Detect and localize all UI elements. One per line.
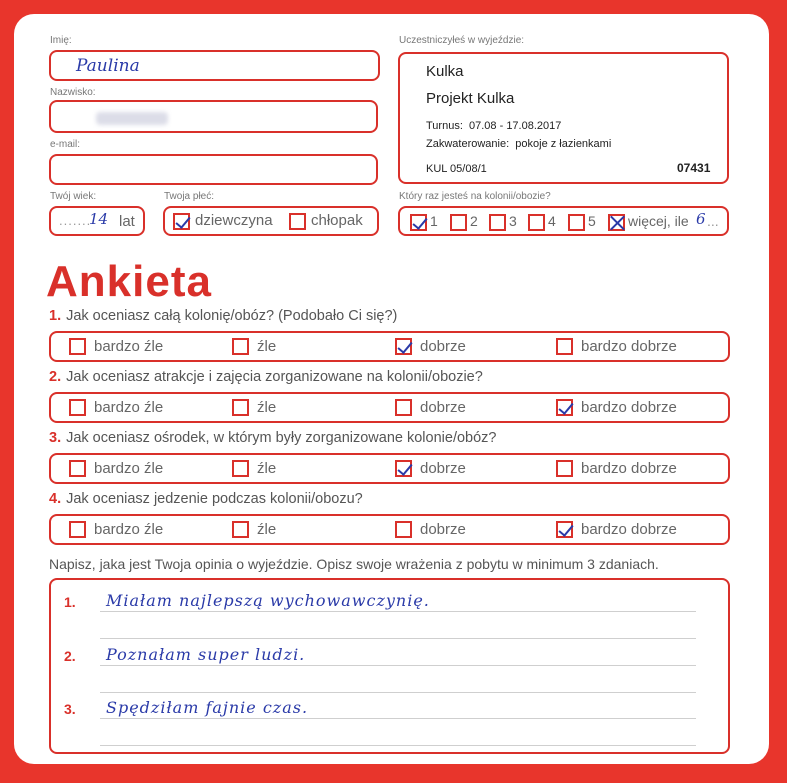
age-label: Twój wiek: — [50, 191, 97, 202]
question-1-text: 1. Jak oceniasz całą kolonię/obóz? (Podobało Ci się?) — [49, 308, 398, 324]
trip-accommodation: Zakwaterowanie: pokoje z łazienkami — [426, 138, 612, 150]
writing-line — [100, 718, 696, 719]
age-unit: lat — [119, 213, 135, 230]
question-3-options — [49, 453, 730, 484]
opinion-line-number: 2. — [64, 648, 76, 664]
visit-option-3[interactable]: 3 — [489, 213, 517, 231]
rating-checkbox[interactable] — [395, 460, 412, 477]
gender-option-boy[interactable]: chłopak — [289, 212, 363, 230]
gender-option-girl[interactable]: dziewczyna — [173, 212, 273, 230]
first-name-value: Paulina — [76, 56, 140, 76]
writing-line — [100, 745, 696, 746]
visit-option-5[interactable]: 5 — [568, 213, 596, 231]
question-4-options — [49, 514, 730, 545]
opinion-line-number: 1. — [64, 594, 76, 610]
page-title: Ankieta — [46, 257, 212, 306]
question-4-option-bardzo-dobrze[interactable]: bardzo dobrze — [556, 516, 677, 543]
age-dots: ....... — [59, 213, 92, 228]
trip-code: KUL 05/08/1 — [426, 163, 487, 175]
visit-count-label: Który raz jesteś na kolonii/obozie? — [399, 191, 551, 202]
last-name-label: Nazwisko: — [50, 87, 96, 98]
opinion-prompt: Napisz, jaka jest Twoja opinia o wyjeździe. Opisz swoje wrażenia z pobytu w minimum 3 zdaniach. — [49, 556, 659, 572]
question-2-option-bardzo-dobrze[interactable]: bardzo dobrze — [556, 394, 677, 421]
gender-field — [163, 206, 379, 236]
rating-checkbox[interactable] — [556, 338, 573, 355]
question-2-options — [49, 392, 730, 423]
writing-line — [100, 692, 696, 693]
rating-checkbox[interactable] — [69, 460, 86, 477]
writing-line — [100, 611, 696, 612]
question-4-option-źle[interactable]: źle — [232, 516, 276, 543]
participant-label: Uczestniczyłeś w wyjeździe: — [399, 35, 525, 46]
question-4-option-bardzo-źle[interactable]: bardzo źle — [69, 516, 163, 543]
visit-option-2[interactable]: 2 — [450, 213, 478, 231]
question-2-option-bardzo-źle[interactable]: bardzo źle — [69, 394, 163, 421]
question-3-option-źle[interactable]: źle — [232, 455, 276, 482]
trip-number: 07431 — [677, 161, 711, 175]
question-2-option-źle[interactable]: źle — [232, 394, 276, 421]
gender-checkbox-girl[interactable] — [173, 213, 190, 230]
writing-line — [100, 665, 696, 666]
question-3-option-dobrze[interactable]: dobrze — [395, 455, 466, 482]
rating-checkbox[interactable] — [395, 338, 412, 355]
question-3-option-bardzo-źle[interactable]: bardzo źle — [69, 455, 163, 482]
question-1-option-źle[interactable]: źle — [232, 333, 276, 360]
visit-option-1[interactable]: 1 — [410, 213, 438, 231]
question-1-option-bardzo-dobrze[interactable]: bardzo dobrze — [556, 333, 677, 360]
question-4-option-dobrze[interactable]: dobrze — [395, 516, 466, 543]
question-1-option-dobrze[interactable]: dobrze — [395, 333, 466, 360]
rating-checkbox[interactable] — [395, 399, 412, 416]
trip-project: Projekt Kulka — [426, 90, 515, 107]
visit-option-4[interactable]: 4 — [528, 213, 556, 231]
age-field[interactable] — [49, 206, 145, 236]
question-1-option-bardzo-źle[interactable]: bardzo źle — [69, 333, 163, 360]
question-3-text: 3. Jak oceniasz ośrodek, w którym były zorganizowane kolonie/obóz? — [49, 430, 497, 446]
gender-checkbox-boy[interactable] — [289, 213, 306, 230]
trip-turnus: Turnus: 07.08 - 17.08.2017 — [426, 120, 562, 132]
opinion-line-number: 3. — [64, 701, 76, 717]
first-name-label: Imię: — [50, 35, 72, 46]
age-value: 14 — [89, 210, 109, 228]
rating-checkbox[interactable] — [556, 521, 573, 538]
question-2-text: 2. Jak oceniasz atrakcje i zajęcia zorganizowane na kolonii/obozie? — [49, 369, 483, 385]
opinion-answer-1: Miałam najlepszą wychowawczynię. — [106, 591, 430, 610]
trip-name: Kulka — [426, 63, 464, 80]
question-2-option-dobrze[interactable]: dobrze — [395, 394, 466, 421]
first-name-field[interactable] — [49, 50, 380, 81]
email-field[interactable] — [49, 154, 378, 185]
opinion-answer-2: Poznałam super ludzi. — [106, 645, 306, 664]
rating-checkbox[interactable] — [232, 460, 249, 477]
gender-label: Twoja płeć: — [164, 191, 215, 202]
visit-more-value: 6 — [696, 210, 706, 228]
visit-count-field: 1 2 3 4 5 więcej, ile 6 ... — [398, 206, 729, 236]
last-name-field[interactable] — [49, 100, 378, 133]
question-4-text: 4. Jak oceniasz jedzenie podczas kolonii/obozu? — [49, 491, 363, 507]
email-label: e-mail: — [50, 139, 81, 150]
rating-checkbox[interactable] — [556, 399, 573, 416]
question-3-option-bardzo-dobrze[interactable]: bardzo dobrze — [556, 455, 677, 482]
redacted-surname — [96, 112, 168, 125]
rating-checkbox[interactable] — [69, 399, 86, 416]
rating-checkbox[interactable] — [232, 338, 249, 355]
rating-checkbox[interactable] — [69, 521, 86, 538]
visit-option-more[interactable]: więcej, ile — [608, 213, 689, 231]
writing-line — [100, 638, 696, 639]
rating-checkbox[interactable] — [232, 399, 249, 416]
opinion-answer-3: Spędziłam fajnie czas. — [106, 698, 309, 717]
rating-checkbox[interactable] — [232, 521, 249, 538]
question-1-options — [49, 331, 730, 362]
rating-checkbox[interactable] — [69, 338, 86, 355]
rating-checkbox[interactable] — [556, 460, 573, 477]
rating-checkbox[interactable] — [395, 521, 412, 538]
survey-sheet — [14, 14, 769, 764]
